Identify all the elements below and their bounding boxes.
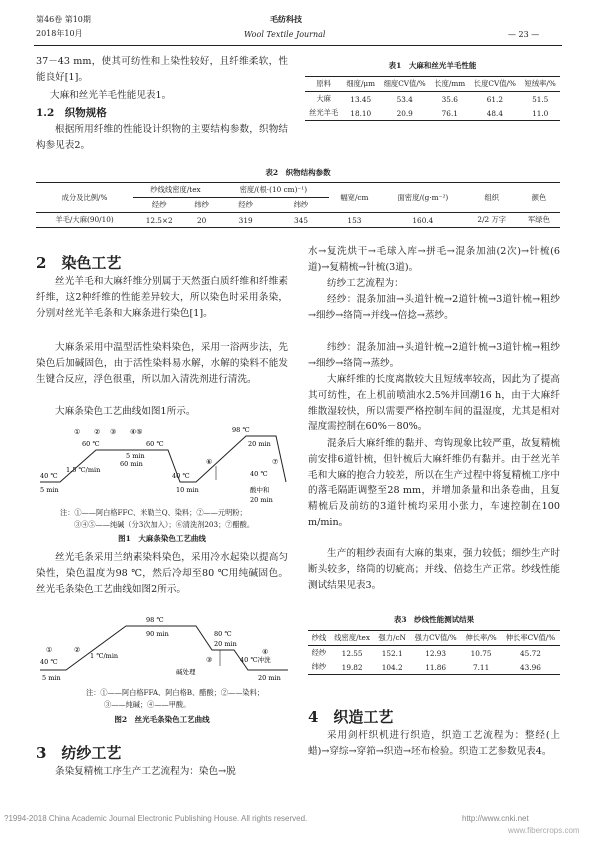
fig1-label-m5b: 5 min: [126, 452, 145, 460]
section-3-p1: 条染复精梳工序生产工艺流程为：染色→脱: [55, 766, 236, 777]
table-cell: 61.2: [486, 94, 503, 104]
right-p1: 水→复洗烘干→毛球入库→拼毛→混条加油(2次)→针梳(6道)→复精梳→针梳(3道)。: [308, 246, 560, 273]
table2-header-cell: 组织: [484, 192, 500, 202]
table-cell: 12.5×2: [145, 215, 173, 225]
table2-header-cell: 经纱: [238, 200, 253, 209]
table1-header-cell: 细度/μm: [346, 79, 376, 88]
fig1-caption: 图1 大麻条染色工艺曲线: [118, 534, 206, 543]
fig1-marker: ③: [110, 428, 117, 436]
table-cell: 153: [347, 215, 362, 225]
table2-caption: 表2 织物结构参数: [265, 168, 331, 177]
table-cell: 2/2 万字: [477, 215, 507, 224]
table1-header-cell: 长度CV值/%: [473, 79, 516, 88]
table-cell: 45.72: [520, 648, 541, 658]
table-cell: 羊毛/大麻(90/10): [55, 215, 114, 224]
table-cell: 160.4: [412, 215, 434, 225]
table3-header-cell: 纱线: [311, 633, 327, 642]
fig2-label-m5a: 5 min: [42, 674, 61, 682]
table-cell: 12.55: [341, 648, 363, 658]
table-cell: 13.45: [350, 94, 372, 104]
section-2-title: 2 染色工艺: [36, 254, 122, 272]
page-number: — 23 —: [508, 30, 540, 39]
table3-header: [308, 631, 560, 646]
table2-header: [36, 183, 560, 198]
footer-url[interactable]: http://www.cnki.net: [462, 814, 529, 823]
fig2-label-t40a: 40 ℃: [40, 658, 58, 666]
fig2-label-t80: 80 ℃: [214, 630, 232, 638]
table2-header-cell: 面密度/(g·m⁻²): [397, 192, 449, 202]
fig1-marker: ⑦: [272, 458, 279, 466]
issue-date: 2018年10月: [36, 29, 83, 38]
intro-paragraph: 37－43 mm，使其可纺性和上染性较好，且纤维柔软，性能良好[1]。: [36, 56, 288, 83]
fig1-label-rate: 1.5 ℃/min: [66, 466, 101, 474]
right-warp-flow: 经纱：混条加油→头道针梳→2道针梳→3道针梳→粗纱→细纱→络筒→并线→倍捻→蒸纱。: [308, 294, 560, 321]
journal-en: Wool Textile Journal: [244, 30, 326, 39]
table1: [305, 76, 560, 121]
fig2-caption: 图2 丝光毛条染色工艺曲线: [114, 715, 210, 724]
table-cell: 纬纱: [311, 662, 327, 671]
journal-title: 毛纺科技: [270, 14, 302, 24]
table-cell: 18.10: [350, 108, 372, 118]
table2-header-cell: 幅宽/cm: [340, 192, 369, 202]
section-2-p2: 大麻条采用中温型活性染料染色，采用一浴两步法，先染色后加碱固色，由于活性染料易水解，水解的染料不能发生键合反应，浮色很重，所以加入清洗剂进行清洗。: [36, 342, 288, 385]
table3-header-cell: 强力CV值/%: [414, 633, 457, 642]
fig1-label-out: 酸中和: [250, 486, 270, 494]
table1-header: [305, 77, 560, 92]
fig1-note-1: 注：①——阿白格FFC、米勒兰Q、染料；②——元明粉；: [60, 508, 247, 517]
table2-header-cell: 经纱: [151, 200, 167, 209]
footer-copyright: ?1994-2018 China Academic Journal Electronic Publishing House. All rights reserved.: [4, 814, 308, 823]
table-cell: 19.82: [341, 662, 363, 672]
fig1-label-t40b: 40 ℃: [172, 472, 190, 480]
fig2-marker: ③: [206, 656, 213, 664]
table3-header-cell: 伸长率CV值/%: [505, 633, 556, 642]
table-cell: 丝光羊毛: [309, 108, 339, 117]
fig1-label-t40a: 40 ℃: [40, 472, 58, 480]
fig2-note-2: ③——纯碱；④——甲酸。: [104, 700, 191, 709]
table-cell: 10.75: [470, 648, 492, 658]
table2-header-cell: 密度/(根·(10 cm)⁻¹): [218, 183, 329, 198]
table-row: [305, 92, 560, 107]
table-cell: 大麻: [316, 94, 331, 103]
table2-header-cell: 纬纱: [293, 200, 309, 209]
fig1-label-m20b: 20 min: [250, 496, 273, 504]
fig2-label-m90: 90 min: [146, 630, 169, 638]
table-cell: 7.11: [472, 662, 490, 672]
section-4-p1: 采用剑杆织机进行织造，织造工艺流程为：整经(上蜡)→穿综→穿筘→织造→坯布检验。织造工艺参数见表4。: [308, 730, 560, 757]
table1-header-cell: 长度/mm: [434, 79, 466, 88]
table-cell: 48.4: [486, 108, 503, 118]
table-row: [305, 106, 560, 121]
right-weft-flow: 纬纱：混条加油→头道针梳→2道针梳→3道针梳→粗纱→细纱→络筒→蒸纱。: [308, 342, 560, 369]
table1-caption: 表1 大麻和丝光羊毛性能: [388, 61, 477, 70]
intro-paragraph-2: 大麻和丝光羊毛性能见表1。: [50, 90, 172, 101]
fig1-marker: ①: [74, 428, 81, 436]
fig2-label-cold: 40 ℃冲洗: [240, 656, 271, 664]
fig1-label-t40c: 40 ℃: [250, 470, 268, 478]
fig2-marker: ④: [262, 648, 269, 656]
table-cell: 51.5: [532, 94, 549, 104]
table1-header-cell: 细度CV值/%: [383, 79, 426, 88]
table2: [36, 182, 560, 228]
section-2-p4: 丝光毛条采用兰纳素染料染色，采用冷水起染以提高匀染性，染色温度为98 ℃，然后冷却至80 ℃用纯碱固色。丝光毛条染色工艺曲线如图2所示。: [36, 552, 288, 595]
fig1-curve: [36, 420, 292, 508]
table-cell: 军绿色: [528, 215, 550, 224]
table-cell: 43.96: [520, 662, 541, 672]
fig1-marker: ②: [94, 428, 101, 436]
fig1-marker: ④⑤: [130, 428, 143, 436]
fig2-label-alk: 碱处理: [176, 668, 196, 676]
fig1-label-m60: 60 min: [120, 460, 143, 468]
section-1-2-title: 1.2 织物规格: [36, 107, 107, 119]
table-row: [36, 213, 560, 228]
fig1-label-m5a: 5 min: [40, 486, 59, 494]
fig2-note-1: 注：①——阿白格FFA、阿白格B、醋酸；②——染料；: [86, 688, 264, 697]
fig1-label-t60b: 60 ℃: [146, 440, 164, 448]
table-cell: 104.2: [381, 662, 403, 672]
section-4-title: 4 织造工艺: [308, 708, 394, 726]
table-cell: 152.1: [381, 648, 403, 658]
table3-header-cell: 伸长率/%: [465, 633, 497, 642]
right-p5: 大麻纤维的长度离散较大且短绒率较高，因此为了提高其可纺性，在上机前喷油水2.5%并回潮16 h，由于大麻纤维散湿较快，所以需要严格控制车间的温湿度，尤其是相对湿度需控制在60%－80%。: [308, 374, 560, 433]
right-p7: 生产的粗纱表面有大麻的集束，强力较低；细纱生产时断头较多，络筒的切疵高；并线、倍捻生产正常。纱线性能测试结果见表3。: [308, 548, 560, 591]
table-cell: 12.93: [425, 648, 447, 658]
fig1-note-2: ③④⑤——纯碱（分3次加入）；⑥清洗剂203；⑦醋酸。: [74, 520, 255, 529]
table-cell: 20.9: [396, 108, 413, 118]
right-p2: 纺纱工艺流程为：: [327, 278, 404, 289]
table2-header-cell: 成分及比例/%: [61, 192, 108, 202]
fig1-label-m10a: 10 min: [176, 486, 199, 494]
table-cell: 20: [197, 215, 207, 225]
fig2-marker: ①: [46, 646, 53, 654]
table-row: [308, 660, 560, 675]
table-cell: 35.6: [441, 94, 458, 104]
table-cell: 经纱: [311, 648, 327, 657]
table-row: [308, 646, 560, 661]
fig2-marker: ②: [74, 646, 81, 654]
fig2-label-m20b: 20 min: [258, 674, 281, 682]
table-cell: 76.1: [441, 108, 458, 118]
table3-header-cell: 强力/cN: [378, 633, 406, 642]
table2-header-cell: 纬纱: [194, 200, 209, 209]
fig2-curve: [36, 614, 292, 686]
section-1-2-text: 根据所用纤维的性能设计织物的主要结构参数，织物结构参见表2。: [36, 124, 288, 151]
table3-header-cell: 线密度/tex: [334, 633, 370, 642]
table2-header-cell: 纱线线密度/tex: [133, 183, 218, 198]
section-3-title: 3 纺纱工艺: [36, 744, 122, 762]
table1-header-cell: 短绒率/%: [524, 79, 556, 88]
table-cell: 345: [294, 215, 308, 225]
right-p6: 混条后大麻纤维的黏并、弯钩现象比较严重，故复精梳前安排6道针梳，但针梳后大麻纤维仍有黏并。由于丝光羊毛和大麻的抱合力较差，所以在生产过程中将复精梳工序中的落毛隔距调整至28 mm，并增加条量和出条卷曲，且复精梳后及前纺的3道针梳均采用小张力，车速控制在100 m/min。: [308, 438, 560, 528]
fig1-marker: ⑥: [206, 458, 213, 466]
header-rule: [34, 45, 562, 46]
section-2-p3: 大麻条染色工艺曲线如图1所示。: [55, 406, 196, 417]
volume-label: 第46卷 第10期: [36, 15, 91, 24]
fig1-label-m20: 20 min: [248, 440, 271, 448]
fig2-label-rate: 1 ℃/min: [90, 652, 119, 660]
table1-header-cell: 原料: [316, 79, 331, 88]
footer-watermark: www.fibercrops.com: [508, 826, 580, 835]
fig2-label-m20a: 20 min: [214, 640, 237, 648]
table-cell: 11.86: [425, 662, 447, 672]
fig1-label-t60a: 60 ℃: [82, 440, 100, 448]
table-cell: 53.4: [396, 94, 413, 104]
table3: [308, 630, 560, 675]
table-cell: 11.0: [532, 108, 549, 118]
fig1-label-t98: 98 ℃: [232, 426, 250, 434]
table2-header-cell: 颜色: [531, 192, 547, 202]
section-2-p1: 丝光羊毛和大麻纤维分别属于天然蛋白质纤维和纤维素纤维，这2种纤维的性能差异较大，所以染色时采用条染，分别对丝光羊毛条和大麻条进行染色[1]。: [36, 276, 288, 319]
fig2-label-t98: 98 ℃: [146, 616, 164, 624]
table3-caption: 表3 纱线性能测试结果: [393, 615, 475, 624]
table-cell: 319: [238, 215, 253, 225]
